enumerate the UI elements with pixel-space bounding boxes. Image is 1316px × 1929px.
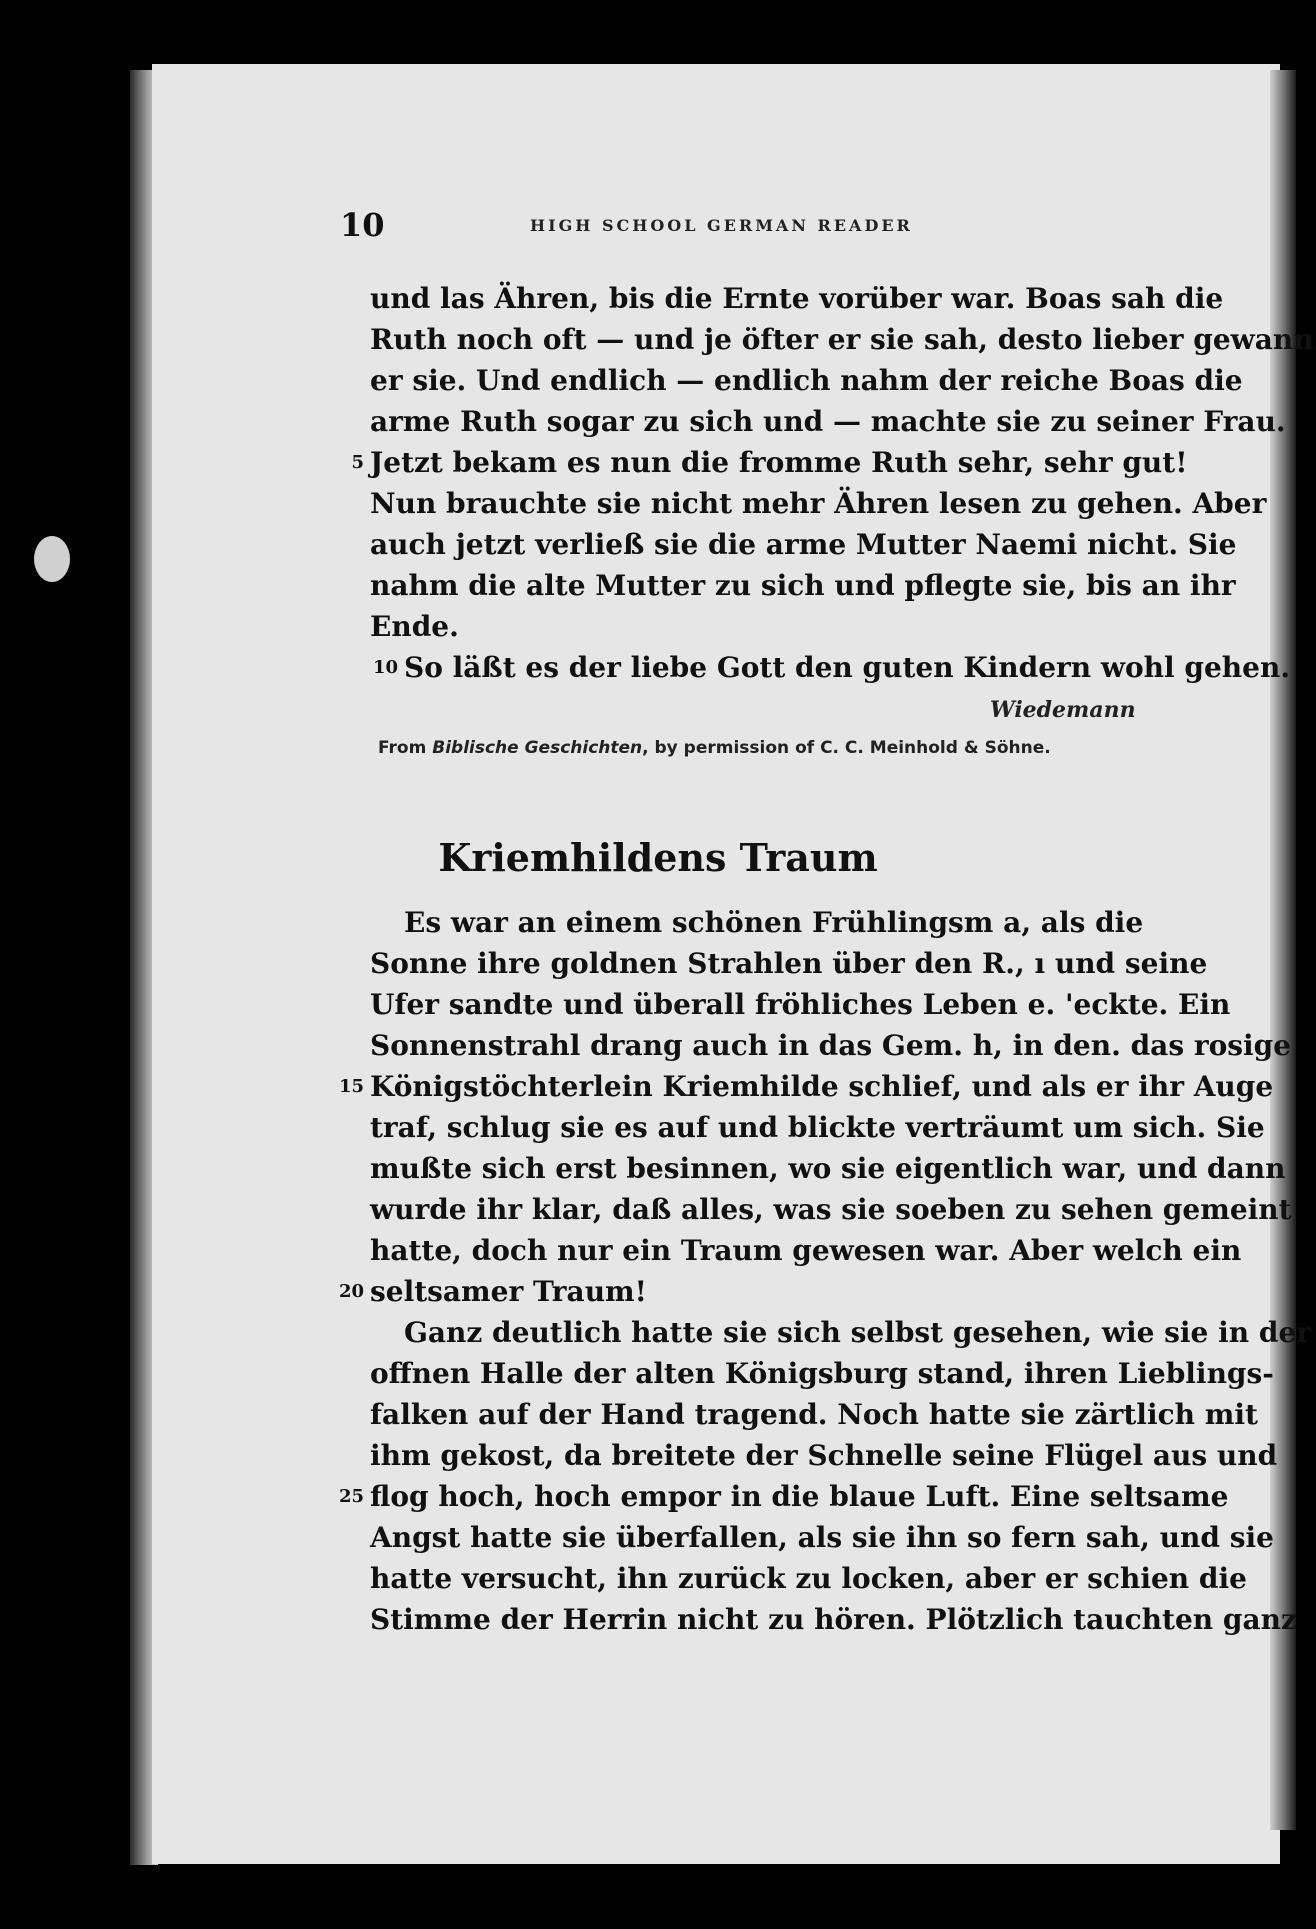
- text-line: 10 So läßt es der liebe Gott den guten Kindern wohl gehen.: [370, 647, 1170, 688]
- text-line: er sie. Und endlich — endlich nahm der reiche Boas die: [370, 364, 1243, 397]
- author-signature: Wiedemann: [990, 697, 1136, 723]
- text-line: wurde ihr klar, daß alles, was sie soeben zu sehen gemeint: [370, 1193, 1292, 1226]
- text-line: 25 flog hoch, hoch empor in die blaue Luft. Eine seltsame: [370, 1476, 1170, 1517]
- ruth-story-text: [351, 278, 1314, 688]
- text-line: Ganz deutlich hatte sie sich selbst gesehen, wie sie in der: [404, 1316, 1312, 1349]
- running-head: HIGH SCHOOL GERMAN READER: [530, 216, 913, 235]
- page-header: [340, 206, 1160, 246]
- text-line: Ruth noch oft — und je öfter er sie sah, desto lieber gewann: [370, 323, 1314, 356]
- text-line: Ufer sandte und überall fröhliches Leben e. 'eckte. Ein: [370, 988, 1231, 1021]
- text-line: Sonne ihre goldnen Strahlen über den R., ı und seine: [370, 947, 1208, 980]
- text-line: 15 Königstöchterlein Kriemhilde schlief, und als er ihr Auge: [370, 1066, 1170, 1107]
- text-line: Sonnenstrahl drang auch in das Gem. h, in den. das rosige: [370, 1029, 1292, 1062]
- text-line: 20 seltsamer Traum!: [370, 1271, 1170, 1312]
- text-line: offnen Halle der alten Königsburg stand, ihren Lieblings-: [370, 1357, 1274, 1390]
- text-line: Stimme der Herrin nicht zu hören. Plötzlich tauchten ganz: [370, 1603, 1297, 1636]
- text-line: falken auf der Hand tragend. Noch hatte sie zärtlich mit: [370, 1398, 1258, 1431]
- text-line: Angst hatte sie überfallen, als sie ihn so fern sah, und sie: [370, 1521, 1274, 1554]
- text-line: mußte sich erst besinnen, wo sie eigentlich war, und dann: [370, 1152, 1286, 1185]
- text-line: traf, schlug sie es auf und blickte verträumt um sich. Sie: [370, 1111, 1265, 1144]
- text-line: 5 Jetzt bekam es nun die fromme Ruth sehr, sehr gut!: [370, 442, 1170, 483]
- text-line: nahm die alte Mutter zu sich und pflegte sie, bis an ihr: [370, 569, 1236, 602]
- line-number: 15: [338, 1076, 364, 1097]
- page-number: 10: [340, 206, 385, 244]
- text-line: Ende.: [370, 610, 459, 643]
- line-number: 25: [338, 1486, 364, 1507]
- source-note: From Biblische Geschichten, by permission of C. C. Meinhold & Söhne.: [378, 738, 1051, 758]
- scan-artifact: [34, 536, 70, 582]
- text-line: Nun brauchte sie nicht mehr Ähren lesen zu gehen. Aber: [370, 487, 1267, 520]
- text-line: und las Ähren, bis die Ernte vorüber war. Boas sah die: [370, 282, 1224, 315]
- line-number: 5: [351, 452, 364, 473]
- text-line: ihm gekost, da breitete der Schnelle seine Flügel aus und: [370, 1439, 1278, 1472]
- line-number: 10: [372, 657, 398, 678]
- line-number: 20: [338, 1281, 364, 1302]
- section-title: Kriemhildens Traum: [438, 835, 878, 880]
- text-line: Es war an einem schönen Frühlingsm a, als die: [404, 906, 1144, 939]
- text-line: arme Ruth sogar zu sich und — machte sie zu seiner Frau.: [370, 405, 1286, 438]
- kriemhild-story-text: [338, 902, 1312, 1640]
- text-line: hatte versucht, ihn zurück zu locken, aber er schien die: [370, 1562, 1247, 1595]
- text-line: auch jetzt verließ sie die arme Mutter Naemi nicht. Sie: [370, 528, 1237, 561]
- text-line: hatte, doch nur ein Traum gewesen war. Aber welch ein: [370, 1234, 1242, 1267]
